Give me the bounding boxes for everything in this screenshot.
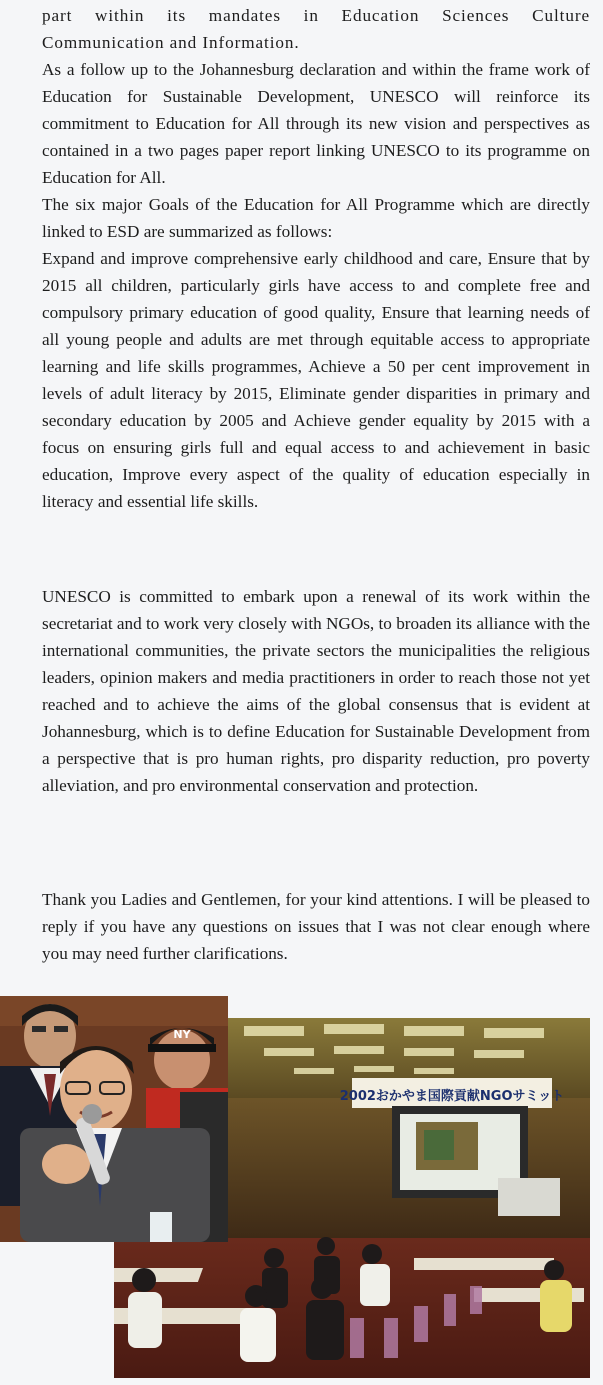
text-section-3 bbox=[42, 886, 590, 967]
text-section-1 bbox=[42, 2, 590, 515]
cap-logo-text: NY bbox=[173, 1028, 191, 1041]
paragraph-goals-list: Expand and improve comprehensive early childhood and care, Ensure that by 2015 all children, particularly girls have access to and complete free and compulsory primary education of good quality, Ensure that learning needs of all young people and adults are met through equitable access to appropriate learning and life skills programmes, Achieve a 50 per cent improvement in levels of adult literacy by 2015, Eliminate gender disparities in primary and secondary education by 2005 and Achieve gender equality by 2015 with a focus on ensuring girls full and equal access to and achievement in basic education, Improve every aspect of the quality of education especially in literacy and essential life skills. bbox=[42, 249, 590, 511]
hall-banner-text: 2002おかやま国際貢献NGOサミット bbox=[339, 1089, 565, 1104]
speaker-photo bbox=[0, 996, 228, 1242]
paragraph-johannesburg: As a follow up to the Johannesburg declaration and within the frame work of Education for Sustainable Development, UNESCO will reinforce its commitment to Education for All through its new vision and perspectives as contained in a two pages paper report linking UNESCO to its programme on Education for All. bbox=[42, 60, 590, 187]
paragraph-closing-thanks: Thank you Ladies and Gentlemen, for your kind attentions. I will be pleased to reply if you have any questions on issues that I was not clear enough where you may need further clarifications. bbox=[42, 890, 590, 963]
paragraph-mandates: part within its mandates in Education Sciences Culture Communication and Information. bbox=[42, 6, 590, 52]
paragraph-unesco-commitment: UNESCO is committed to embark upon a renewal of its work within the secretariat and to work very closely with NGOs, to broaden its alliance with the international communities, the private sectors the municipalities the religious leaders, opinion makers and media practitioners in order to reach those not yet reached and to achieve the aims of the global consensus that is evident at Johannesburg, which is to define Education for Sustainable Development from a perspective that is pro human rights, pro disparity reduction, pro poverty alleviation, and pro environmental conservation and protection. bbox=[42, 587, 590, 795]
speaker-illustration bbox=[0, 996, 228, 1242]
paragraph-six-goals-intro: The six major Goals of the Education for All Programme which are directly linked to ESD are summarized as follows: bbox=[42, 195, 590, 241]
text-section-2 bbox=[42, 583, 590, 799]
